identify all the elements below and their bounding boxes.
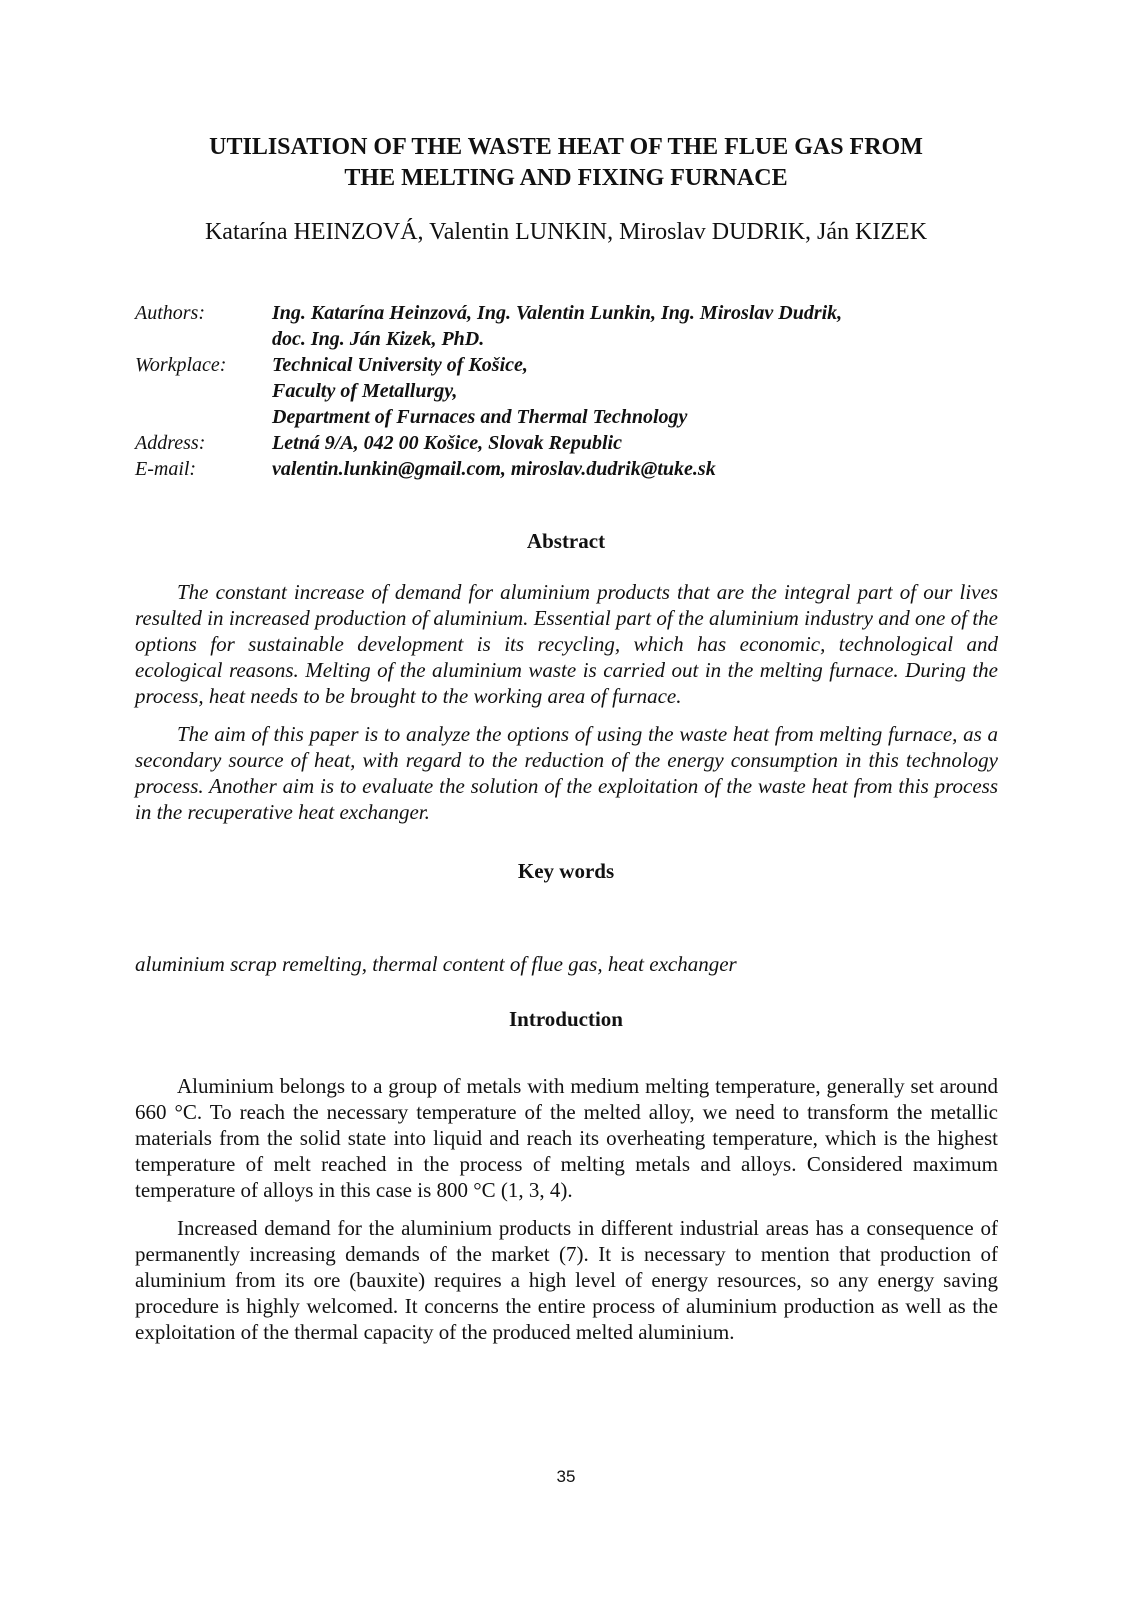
paper-title bbox=[0, 132, 1132, 194]
page-number: 35 bbox=[556, 1467, 576, 1486]
email-value: valentin.lunkin@gmail.com, miroslav.dudrik@tuke.sk bbox=[272, 458, 716, 480]
paper-title-line-1: UTILISATION OF THE WASTE HEAT OF THE FLUE GAS FROM bbox=[209, 134, 923, 160]
workplace-line-1: Technical University of Košice, bbox=[272, 354, 528, 376]
keywords-text: aluminium scrap remelting, thermal content of flue gas, heat exchanger bbox=[135, 952, 737, 976]
address-value: Letná 9/A, 042 00 Košice, Slovak Republic bbox=[272, 432, 622, 454]
abstract-paragraph-1: The constant increase of demand for aluminium products that are the integral part of our lives resulted in increased production of aluminium. Essential part of the aluminium industry and one of the options for sustainable development is its recycling, which has economic, technological and ecological reasons. Melting of the aluminium waste is carried out in the melting furnace. During the process, heat needs to be brought to the working area of furnace. bbox=[135, 580, 998, 708]
paper-title-line-2: THE MELTING AND FIXING FURNACE bbox=[344, 165, 788, 191]
authors-label: Authors: bbox=[135, 302, 205, 324]
authors-value bbox=[272, 300, 842, 352]
introduction-heading: Introduction bbox=[509, 1007, 623, 1031]
abstract-heading: Abstract bbox=[526, 529, 606, 553]
workplace-row bbox=[135, 352, 1015, 430]
introduction-body bbox=[135, 1073, 998, 1357]
keywords-heading: Key words bbox=[517, 859, 615, 883]
workplace-value bbox=[272, 352, 687, 430]
author-names: Katarína HEINZOVÁ, Valentin LUNKIN, Miroslav DUDRIK, Ján KIZEK bbox=[204, 219, 928, 245]
authors-row bbox=[135, 300, 1015, 352]
author-info-block bbox=[135, 300, 1015, 482]
introduction-paragraph-1: Aluminium belongs to a group of metals with medium melting temperature, generally set around 660 °C. To reach the necessary temperature of the melted alloy, we need to transform the metallic materials from the solid state into liquid and reach its overheating temperature, which is the highest temperature of melt reached in the process of melting metals and alloys. Considered maximum temperature of alloys in this case is 800 °C (1, 3, 4). bbox=[135, 1074, 998, 1202]
authors-value-line-2: doc. Ing. Ján Kizek, PhD. bbox=[272, 328, 485, 350]
authors-value-line-1: Ing. Katarína Heinzová, Ing. Valentin Lunkin, Ing. Miroslav Dudrik, bbox=[272, 302, 843, 324]
email-label: E-mail: bbox=[135, 458, 197, 480]
abstract-body bbox=[135, 579, 998, 837]
workplace-line-2: Faculty of Metallurgy, bbox=[272, 380, 458, 402]
introduction-paragraph-2: Increased demand for the aluminium products in different industrial areas has a consequence of permanently increasing demands of the market (7). It is necessary to mention that production of aluminium from its ore (bauxite) requires a high level of energy resources, so any energy saving procedure is highly welcomed. It concerns the entire process of aluminium production as well as the exploitation of the thermal capacity of the produced melted aluminium. bbox=[135, 1216, 998, 1344]
address-row bbox=[135, 430, 1015, 456]
workplace-label: Workplace: bbox=[135, 354, 227, 376]
address-label: Address: bbox=[135, 432, 206, 454]
email-row bbox=[135, 456, 1015, 482]
abstract-paragraph-2: The aim of this paper is to analyze the options of using the waste heat from melting furnace, as a secondary source of heat, with regard to the reduction of the energy consumption in this technology process. Another aim is to evaluate the solution of the exploitation of the waste heat from this process in the recuperative heat exchanger. bbox=[135, 722, 998, 824]
workplace-line-3: Department of Furnaces and Thermal Technology bbox=[272, 406, 688, 428]
